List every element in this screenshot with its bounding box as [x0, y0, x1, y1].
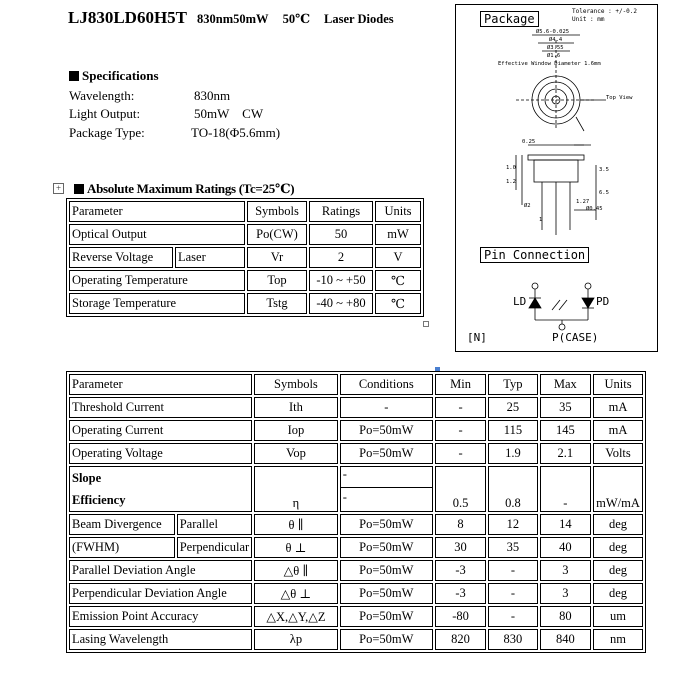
row-min: 0.5	[435, 466, 486, 512]
row-cond: -	[340, 397, 433, 418]
dim-label: Ø0.45	[586, 206, 603, 212]
row-cond: Po=50mW	[340, 514, 433, 535]
dim-label: Ø3.55	[547, 45, 564, 51]
spec-value-package: TO-18(Φ5.6mm)	[191, 125, 281, 140]
row-cond: Po=50mW	[340, 606, 433, 627]
efficiency-label: Efficiency	[72, 493, 126, 507]
slope-param	[69, 466, 252, 512]
square-bullet-icon	[74, 184, 84, 194]
col-header-parameter: Parameter	[69, 201, 245, 222]
row-rating: 50	[309, 224, 373, 245]
row-cond: Po=50mW	[340, 420, 433, 441]
row-param: Threshold Current	[69, 397, 252, 418]
row-min: -	[435, 443, 486, 464]
row-max: 3	[540, 583, 591, 604]
row-param: Operating Voltage	[69, 443, 252, 464]
row-max: 3	[540, 560, 591, 581]
row-rating: 2	[309, 247, 373, 268]
row-min: 820	[435, 629, 486, 650]
row-unit: ℃	[375, 293, 421, 314]
row-max: 840	[540, 629, 591, 650]
square-bullet-icon	[69, 71, 79, 81]
row-unit: deg	[593, 583, 643, 604]
dim-label: Ø2	[524, 203, 531, 209]
col-header-conditions: Conditions	[340, 374, 433, 395]
beam-param-2: (FWHM)	[69, 537, 175, 558]
specifications-heading: Specifications	[69, 68, 159, 84]
row-cond: Po=50mW	[340, 537, 433, 558]
slope-label: Slope	[72, 471, 102, 485]
row-param: Optical Output	[69, 224, 245, 245]
row-typ: 830	[488, 629, 537, 650]
row-min: 8	[435, 514, 486, 535]
row-max: -	[540, 466, 591, 512]
dim-label: 1.0	[506, 165, 516, 171]
row-unit: Volts	[593, 443, 643, 464]
slope-cond-b: -	[342, 490, 347, 504]
table-resize-handle[interactable]	[423, 321, 429, 327]
table-move-handle[interactable]: +	[53, 183, 64, 194]
col-header-units: Units	[593, 374, 643, 395]
dim-label: 6.5	[599, 190, 609, 196]
row-unit: mW	[375, 224, 421, 245]
window-label: Effective Window Diameter 1.6mm	[498, 61, 601, 67]
row-typ: 35	[488, 537, 537, 558]
slope-cond-a: -	[341, 467, 432, 488]
row-unit: mA	[593, 397, 643, 418]
row-symbol: Iop	[254, 420, 338, 441]
row-min: 30	[435, 537, 486, 558]
dim-label: 1.27	[576, 199, 590, 205]
case-label: P(CASE)	[552, 331, 599, 344]
type-text: Laser Diodes	[324, 12, 394, 26]
row-unit: mW/mA	[593, 466, 643, 512]
row-symbol: Tstg	[247, 293, 307, 314]
row-typ: -	[488, 606, 537, 627]
n-label: [N]	[467, 331, 487, 344]
ld-label: LD	[513, 295, 527, 308]
row-typ: 12	[488, 514, 537, 535]
spec-text: 830nm50mW	[197, 12, 269, 26]
row-max: 80	[540, 606, 591, 627]
package-diagram	[455, 4, 658, 352]
row-symbol: λp	[254, 629, 338, 650]
row-cond: Po=50mW	[340, 629, 433, 650]
row-min: -3	[435, 583, 486, 604]
row-param: Reverse Voltage	[69, 247, 173, 268]
row-param: Perpendicular Deviation Angle	[69, 583, 252, 604]
row-typ: 0.8	[488, 466, 537, 512]
row-max: 2.1	[540, 443, 591, 464]
row-max: 14	[540, 514, 591, 535]
spec-value-wavelength: 830nm	[194, 88, 231, 103]
row-symbol: θ ∥	[254, 514, 338, 535]
row-typ: -	[488, 560, 537, 581]
model-number: LJ830LD60H5T	[68, 8, 188, 27]
row-min: -	[435, 397, 486, 418]
row-typ: -	[488, 583, 537, 604]
row-symbol: △θ ∥	[254, 560, 338, 581]
row-unit: deg	[593, 560, 643, 581]
top-view-label: Top View	[606, 95, 633, 101]
package-label: Package	[480, 11, 539, 27]
row-max: 35	[540, 397, 591, 418]
tolerance-text: Tolerance : +/-0.2	[572, 8, 638, 15]
row-min: -	[435, 420, 486, 441]
abs-max-heading: Absolute Maximum Ratings (Tc=25℃)	[74, 181, 294, 197]
row-param: Lasing Wavelength	[69, 629, 252, 650]
row-cond: Po=50mW	[340, 443, 433, 464]
spec-label-output: Light Output:	[69, 106, 141, 121]
spec-value-output: 50mW CW	[194, 106, 264, 121]
row-param: Parallel Deviation Angle	[69, 560, 252, 581]
dim-label: 1.2	[506, 179, 516, 185]
row-param: Operating Current	[69, 420, 252, 441]
electro-optical-table	[66, 371, 646, 653]
row-symbol: △X,△Y,△Z	[254, 606, 338, 627]
temp-text: 50℃	[282, 12, 311, 26]
dim-label: 0.25	[522, 139, 536, 145]
dim-label: 3.5	[599, 167, 609, 173]
row-param: Emission Point Accuracy	[69, 606, 252, 627]
dim-label: Ø5.6-0.025	[536, 29, 570, 35]
row-unit: mA	[593, 420, 643, 441]
spec-label-wavelength: Wavelength:	[69, 88, 135, 103]
row-sub: Laser	[175, 247, 245, 268]
row-min: -80	[435, 606, 486, 627]
dim-label: Ø4.4	[549, 37, 563, 43]
row-symbol: Top	[247, 270, 307, 291]
row-typ: 25	[488, 397, 537, 418]
row-typ: 115	[488, 420, 537, 441]
col-header-ratings: Ratings	[309, 201, 373, 222]
row-unit: deg	[593, 514, 643, 535]
row-symbol: η	[254, 466, 338, 512]
dim-label: Ø1.6	[547, 53, 561, 59]
row-cond: Po=50mW	[340, 560, 433, 581]
row-max: 145	[540, 420, 591, 441]
pin-connection-label: Pin Connection	[480, 247, 589, 263]
row-symbol: Po(CW)	[247, 224, 307, 245]
row-rating: -40 ~ +80	[309, 293, 373, 314]
row-unit: deg	[593, 537, 643, 558]
row-unit: ℃	[375, 270, 421, 291]
row-symbol: Vop	[254, 443, 338, 464]
row-unit: um	[593, 606, 643, 627]
row-symbol: Vr	[247, 247, 307, 268]
row-rating: -10 ~ +50	[309, 270, 373, 291]
pd-label: PD	[596, 295, 610, 308]
col-header-max: Max	[540, 374, 591, 395]
row-min: -3	[435, 560, 486, 581]
col-header-units: Units	[375, 201, 421, 222]
slope-cond	[340, 466, 433, 512]
row-symbol: θ ⊥	[254, 537, 338, 558]
page-title	[68, 8, 394, 28]
spec-label-package: Package Type:	[69, 125, 145, 140]
row-param: Operating Temperature	[69, 270, 245, 291]
unit-text: Unit : mm	[572, 16, 605, 23]
row-unit: V	[375, 247, 421, 268]
row-sub: Parallel	[177, 514, 252, 535]
abs-max-table	[66, 198, 424, 317]
beam-param-1: Beam Divergence	[69, 514, 175, 535]
row-param: Storage Temperature	[69, 293, 245, 314]
row-unit: nm	[593, 629, 643, 650]
row-cond: Po=50mW	[340, 583, 433, 604]
col-header-typ: Typ	[488, 374, 537, 395]
row-typ: 1.9	[488, 443, 537, 464]
col-header-symbols: Symbols	[254, 374, 338, 395]
col-header-symbols: Symbols	[247, 201, 307, 222]
row-max: 40	[540, 537, 591, 558]
row-symbol: Ith	[254, 397, 338, 418]
row-symbol: △θ ⊥	[254, 583, 338, 604]
row-sub: Perpendicular	[177, 537, 252, 558]
col-header-min: Min	[435, 374, 486, 395]
dim-label: 1	[539, 217, 543, 223]
col-header-parameter: Parameter	[69, 374, 252, 395]
